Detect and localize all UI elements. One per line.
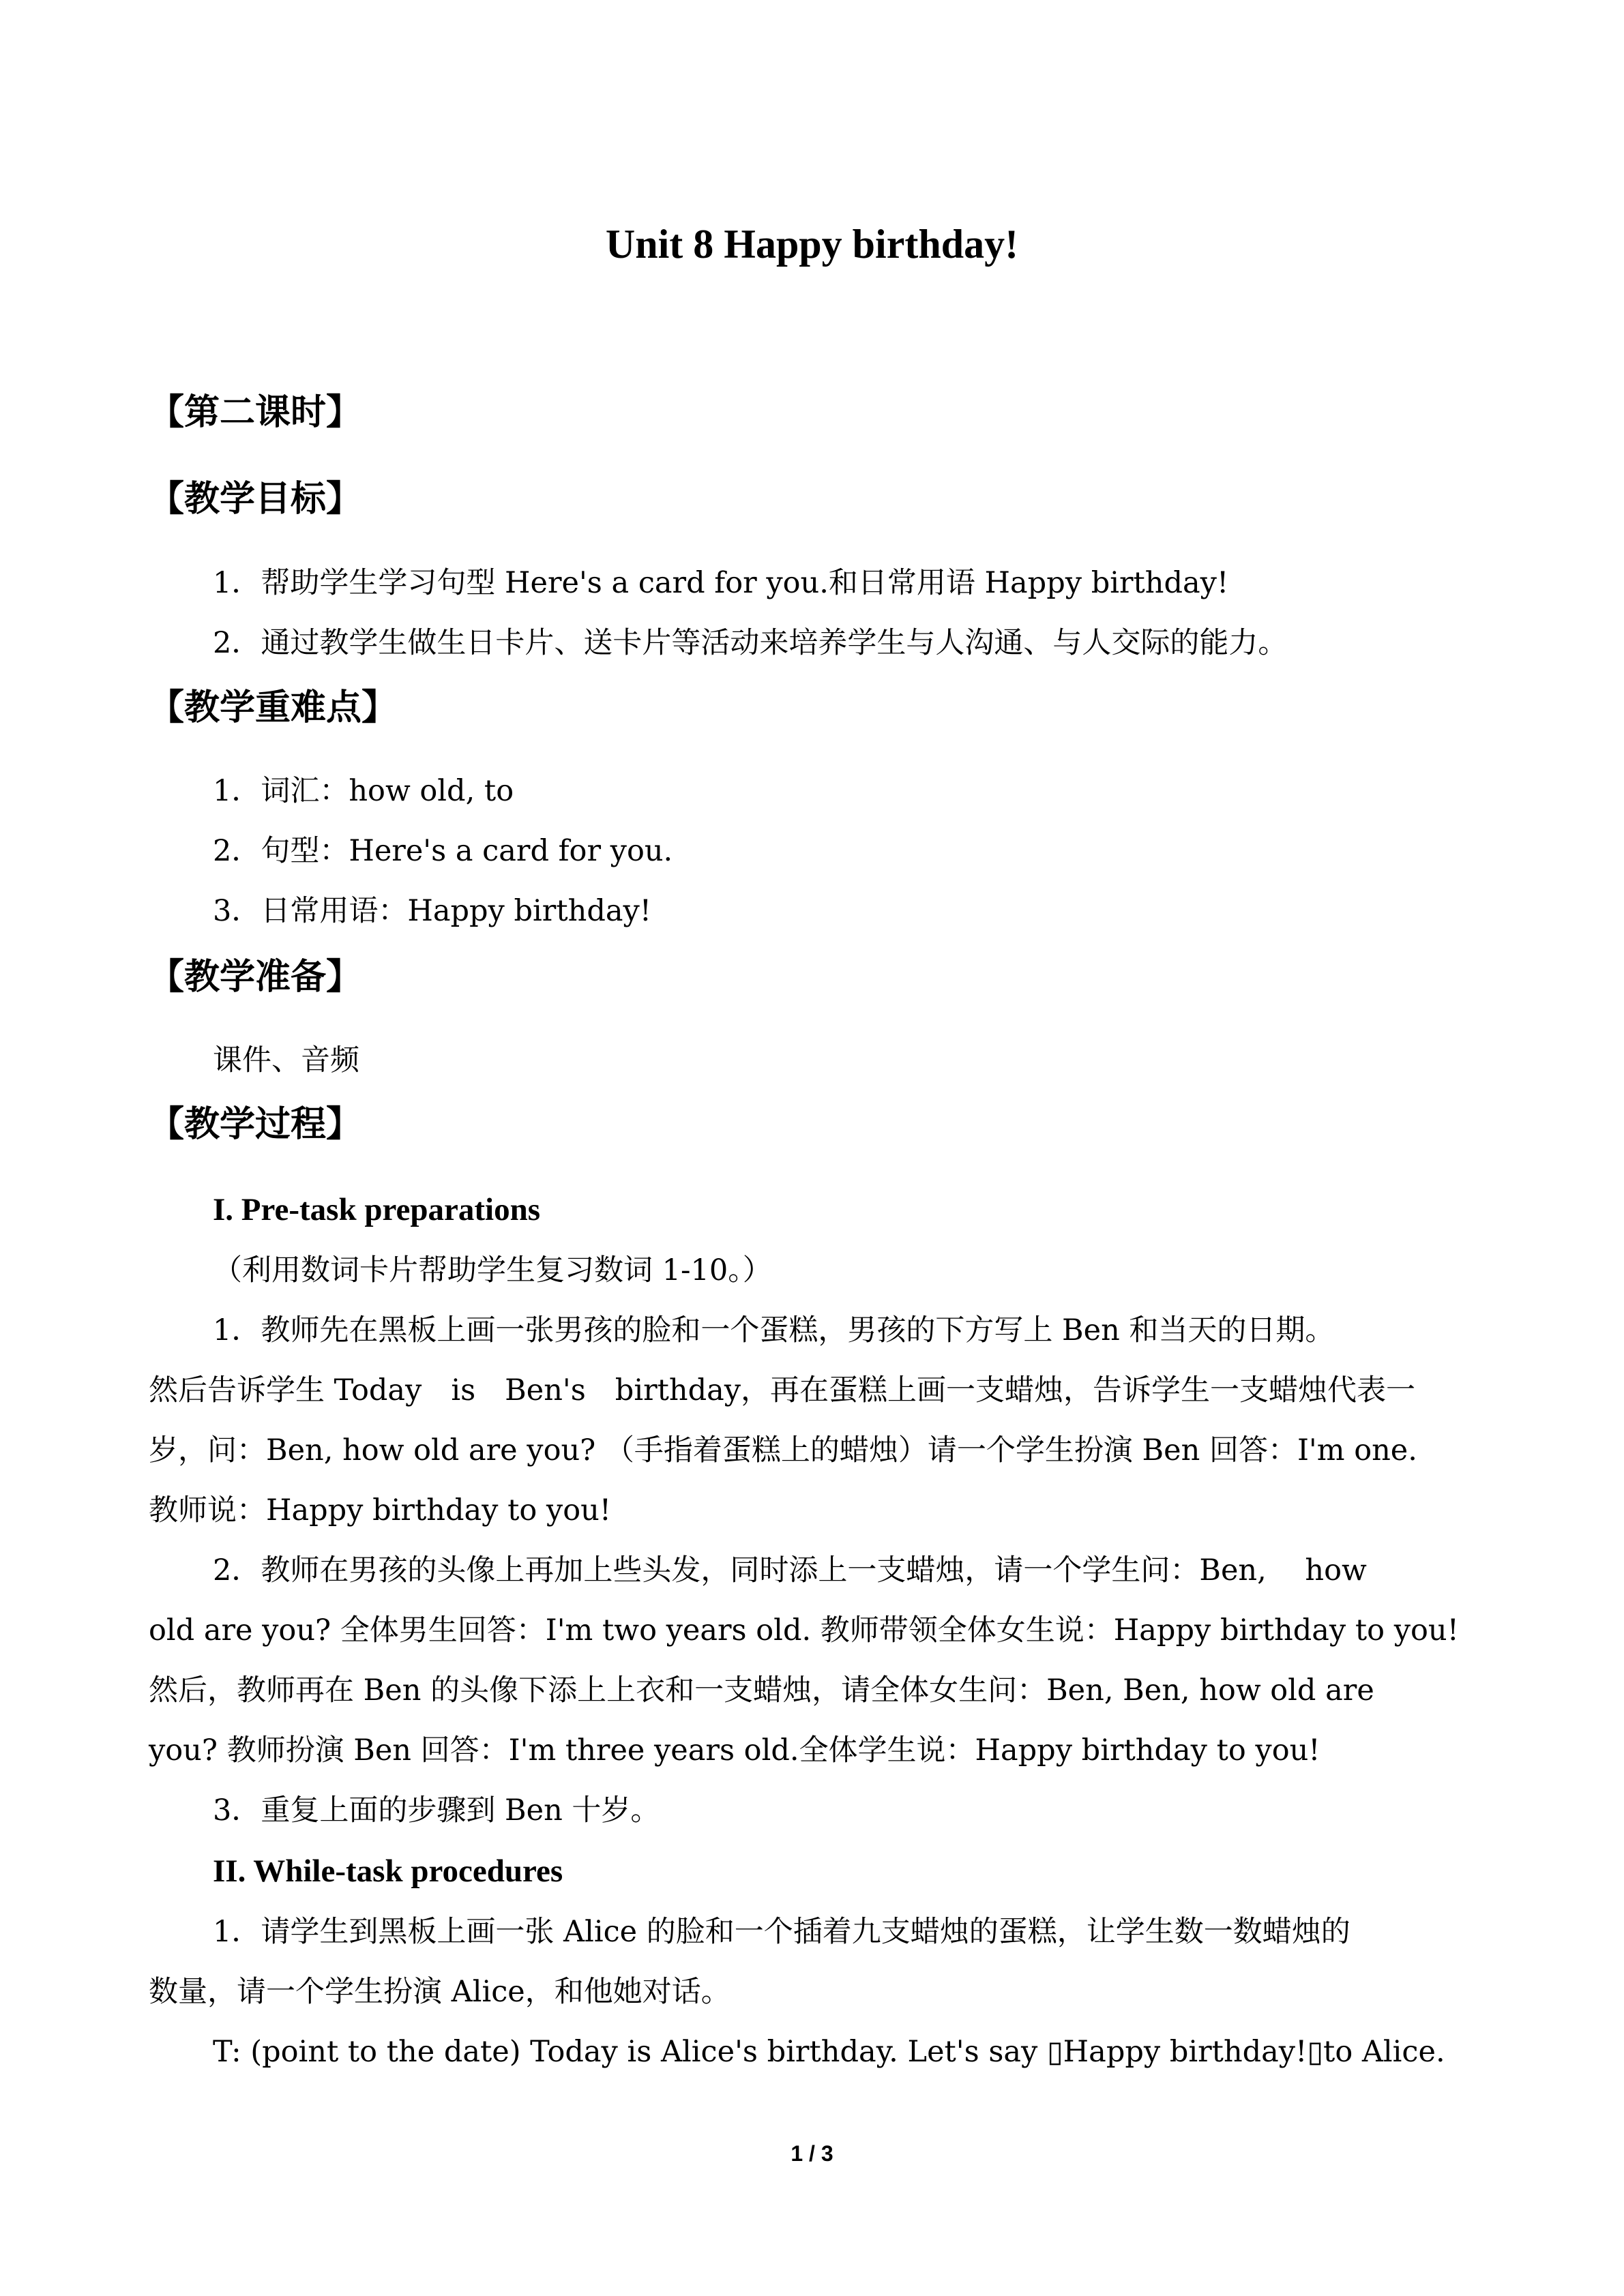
pre-task-step2-line2: old are you? 全体男生回答：I'm two years old. 教师带领全体女生说：Happy birthday to you!	[149, 1613, 1459, 1648]
key-point-item-3: 3．日常用语：Happy birthday!	[213, 894, 652, 928]
pre-task-step1-line4: 教师说：Happy birthday to you!	[149, 1493, 612, 1527]
pre-task-step2-line1: 2．教师在男孩的头像上再加上些头发，同时添上一支蜡烛，请一个学生问：Ben, how	[213, 1553, 1367, 1587]
objective-item-1: 1．帮助学生学习句型 Here's a card for you.和日常用语 Happy birthday!	[213, 566, 1229, 600]
document-title: Unit 8 Happy birthday!	[605, 222, 1019, 267]
pre-task-step1-line2: 然后告诉学生 Today is Ben's birthday，再在蛋糕上画一支蜡烛，告诉学生一支蜡烛代表一	[149, 1373, 1416, 1407]
while-task-heading: II. While-task procedures	[213, 1853, 563, 1889]
preparation-text: 课件、音频	[213, 1043, 359, 1077]
pre-task-step1-line1: 1．教师先在黑板上画一张男孩的脸和一个蛋糕，男孩的下方写上 Ben 和当天的日期。	[213, 1313, 1335, 1347]
while-task-dialogue: T: (point to the date) Today is Alice's birthday. Let's say ▯Happy birthday!▯to Alice.	[213, 2035, 1445, 2069]
key-points-heading: 【教学重难点】	[149, 687, 398, 728]
preparation-heading: 【教学准备】	[149, 957, 362, 998]
key-point-item-1: 1．词汇：how old, to	[213, 774, 514, 808]
objective-item-2: 2．通过教学生做生日卡片、送卡片等活动来培养学生与人沟通、与人交际的能力。	[213, 626, 1288, 660]
lesson-heading: 【第二课时】	[149, 392, 362, 433]
process-heading: 【教学过程】	[149, 1104, 362, 1145]
page-number: 1 / 3	[791, 2141, 833, 2166]
pre-task-step1-line3: 岁，问：Ben, how old are you? （手指着蛋糕上的蜡烛）请一个学生扮演 Ben 回答：I'm one.	[149, 1433, 1417, 1467]
pre-task-heading: I. Pre-task preparations	[213, 1192, 541, 1227]
pre-task-step2-line4: you? 教师扮演 Ben 回答：I'm three years old.全体学生说：Happy birthday to you!	[149, 1733, 1320, 1768]
while-task-step1-line2: 数量，请一个学生扮演 Alice，和他她对话。	[149, 1975, 730, 2009]
pre-task-step2-line3: 然后，教师再在 Ben 的头像下添上上衣和一支蜡烛，请全体女生问：Ben, Ben, how old are	[149, 1673, 1374, 1708]
while-task-step1-line1: 1．请学生到黑板上画一张 Alice 的脸和一个插着九支蜡烛的蛋糕，让学生数一数蜡烛的	[213, 1915, 1350, 1949]
key-point-item-2: 2．句型：Here's a card for you.	[213, 834, 673, 868]
pre-task-note: （利用数词卡片帮助学生复习数词 1-10。）	[213, 1253, 772, 1287]
objectives-heading: 【教学目标】	[149, 479, 362, 520]
pre-task-step3: 3．重复上面的步骤到 Ben 十岁。	[213, 1793, 660, 1828]
